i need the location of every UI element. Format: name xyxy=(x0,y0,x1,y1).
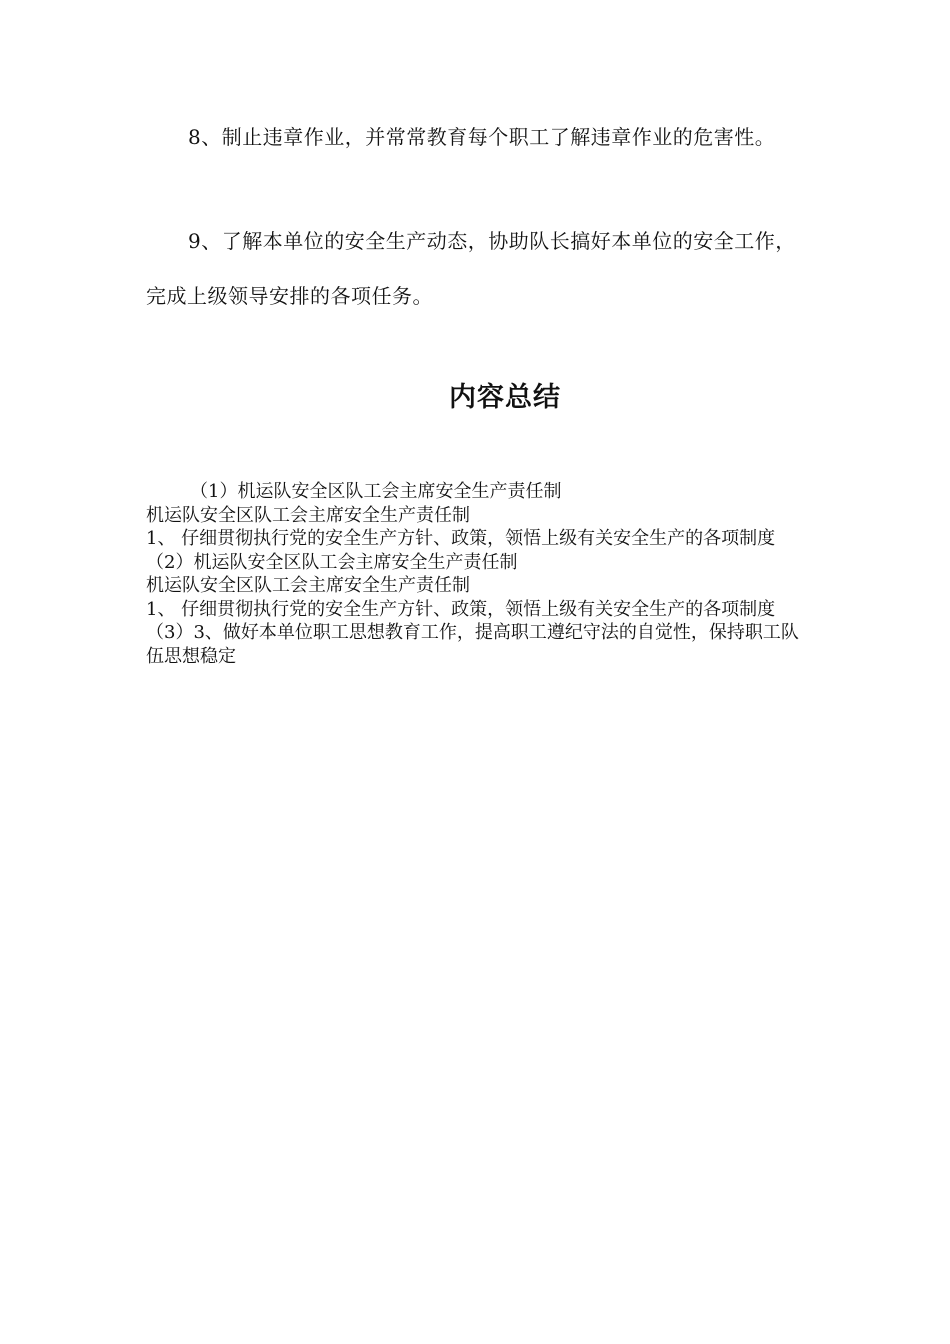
summary-title: 内容总结 xyxy=(449,382,561,413)
paragraph-8 xyxy=(146,110,806,165)
summary-line: 1、 仔细贯彻执行党的安全生产方针、政策，领悟上级有关安全生产的各项制度 xyxy=(146,528,776,549)
summary-line: 机运队安全区队工会主席安全生产责任制 xyxy=(146,504,470,526)
summary-line: （2）机运队安全区队工会主席安全生产责任制 xyxy=(146,551,518,573)
summary-line: 1、 仔细贯彻执行党的安全生产方针、政策，领悟上级有关安全生产的各项制度 xyxy=(146,598,776,620)
summary-line: （1）机运队安全区队工会主席安全生产责任制 xyxy=(190,481,562,502)
paragraph-9-text: 9、了解本单位的安全生产动态，协助队长搞好本单位的安全工作，完成上级领导安排的各项任务。 xyxy=(146,229,796,308)
paragraph-9 xyxy=(146,214,806,324)
paragraph-8-text: 8、制止违章作业，并常常教育每个职工了解违章作业的危害性。 xyxy=(188,125,776,149)
summary-line: （3）3、做好本单位职工思想教育工作，提高职工遵纪守法的自觉性，保持职工队伍思想稳定 xyxy=(146,622,799,667)
summary-line: 机运队安全区队工会主席安全生产责任制 xyxy=(146,575,470,596)
summary-section xyxy=(146,480,811,668)
